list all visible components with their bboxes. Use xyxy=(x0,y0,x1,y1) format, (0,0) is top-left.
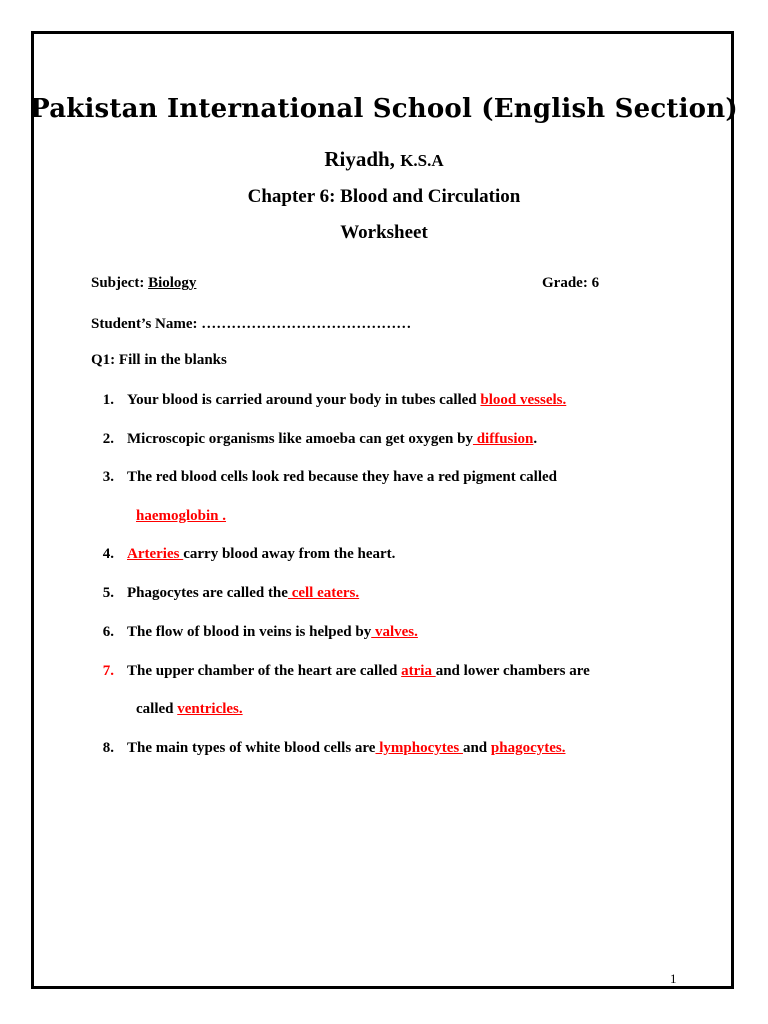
grade-label: Grade: 6 xyxy=(542,275,600,291)
page-number: 1 xyxy=(670,971,677,986)
student-name-line xyxy=(91,316,411,333)
list-item: 6. The flow of blood in veins is helped by valves. xyxy=(102,624,418,640)
list-item: 3. The red blood cells look red because they have a red pigment called xyxy=(102,469,557,485)
answer-arteries: Arteries xyxy=(127,546,184,562)
city-line xyxy=(0,147,768,172)
school-title: Pakistan International School (English Section) xyxy=(30,94,738,124)
answer-lymphocytes: lymphocytes xyxy=(375,740,463,756)
answer-diffusion: diffusion xyxy=(472,431,534,447)
list-item: 7. The upper chamber of the heart are called atria and lower chambers are xyxy=(102,663,590,679)
list-item: 4. Arteries carry blood away from the heart. xyxy=(102,546,396,562)
subject-value: Biology xyxy=(148,275,197,291)
list-item-continuation: called ventricles. xyxy=(136,701,243,717)
student-name-blank: …………………………………… xyxy=(201,316,412,332)
q1-title: Q1: Fill in the blanks xyxy=(91,352,227,368)
answer-phagocytes: phagocytes. xyxy=(490,740,566,756)
list-item: 5. Phagocytes are called the cell eaters. xyxy=(102,585,360,601)
subject-line xyxy=(91,275,196,292)
worksheet-title: Worksheet xyxy=(340,222,428,243)
answer-valves: valves. xyxy=(371,624,418,640)
list-item-continuation xyxy=(136,508,226,525)
list-item: 2. Microscopic organisms like amoeba can get oxygen by diffusion. xyxy=(102,431,538,447)
list-item: 1. Your blood is carried around your body in tubes called blood vessels. xyxy=(102,392,567,408)
answer-cell-eaters: cell eaters. xyxy=(287,585,360,601)
answer-atria: atria xyxy=(401,663,436,679)
chapter-title: Chapter 6: Blood and Circulation xyxy=(247,186,521,207)
list-item: 8. The main types of white blood cells are lymphocytes and phagocytes. xyxy=(102,740,566,756)
country: K.S.A xyxy=(400,151,444,170)
answer-ventricles: ventricles. xyxy=(177,701,243,717)
city: Riyadh, xyxy=(324,147,395,171)
subject-label: Subject: xyxy=(91,275,145,291)
student-name-label: Student’s Name: xyxy=(91,316,198,332)
answer-blood-vessels: blood vessels. xyxy=(480,392,567,408)
answer-haemoglobin: haemoglobin . xyxy=(136,508,227,524)
